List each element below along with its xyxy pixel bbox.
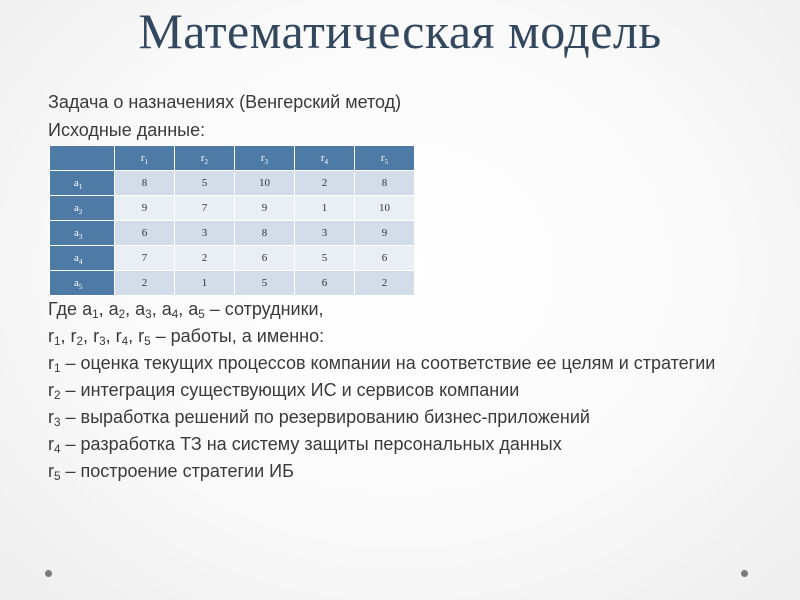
work-definition-r5: $r_5$ – построение стратегии ИБ: [48, 461, 294, 483]
table-row: [50, 221, 415, 246]
work-definition-r3: $r_3$ – выработка решений по резервированию бизнес-приложений: [48, 407, 590, 429]
row-header: $a_1$: [50, 171, 115, 196]
table-cell: 5: [175, 171, 235, 196]
table-cell: 2: [295, 171, 355, 196]
table-cell: 9: [235, 196, 295, 221]
table-row: [50, 171, 415, 196]
column-header: $r_3$: [235, 146, 295, 171]
row-header: $a_4$: [50, 246, 115, 271]
table-row: [50, 196, 415, 221]
work-definition-r1: $r_1$ – оценка текущих процессов компании на соответствие ее целям и стратегии: [48, 353, 716, 375]
column-header: $r_2$: [175, 146, 235, 171]
table-cell: 1: [175, 271, 235, 296]
table-cell: 7: [115, 246, 175, 271]
slide-title: Математическая модель: [138, 3, 662, 59]
table-cell: 8: [355, 171, 415, 196]
table-cell: 6: [115, 221, 175, 246]
table-cell: 2: [175, 246, 235, 271]
table-cell: 8: [115, 171, 175, 196]
work-definition-r4: $r_4$ – разработка ТЗ на систему защиты персональных данных: [48, 434, 562, 456]
table-cell: 7: [175, 196, 235, 221]
employees-line: Где $a_1$, $a_2$, $a_3$, $a_4$, $a_5$ – сотрудники,: [48, 299, 324, 321]
table-cell: 10: [235, 171, 295, 196]
table-cell: 2: [355, 271, 415, 296]
table-cell: 9: [115, 196, 175, 221]
table-corner-cell: [50, 146, 115, 171]
decorative-dot-right: [741, 570, 748, 577]
work-definition-r2: $r_2$ – интеграция существующих ИС и сервисов компании: [48, 380, 520, 402]
decorative-dot-left: [45, 570, 52, 577]
table-row: [50, 271, 415, 296]
row-header: $a_3$: [50, 221, 115, 246]
table-cell: 6: [235, 246, 295, 271]
table-row: [50, 246, 415, 271]
row-header: $a_2$: [50, 196, 115, 221]
table-cell: 9: [355, 221, 415, 246]
table-header-row: [50, 146, 415, 171]
table-cell: 6: [295, 271, 355, 296]
table-cell: 8: [235, 221, 295, 246]
source-data-label: Исходные данные:: [48, 120, 206, 140]
table-cell: 1: [295, 196, 355, 221]
column-header: $r_5$: [355, 146, 415, 171]
table-cell: 10: [355, 196, 415, 221]
column-header: $r_1$: [115, 146, 175, 171]
table-cell: 3: [295, 221, 355, 246]
table-cell: 6: [355, 246, 415, 271]
description-block: [48, 298, 768, 487]
row-header: $a_5$: [50, 271, 115, 296]
table-cell: 5: [235, 271, 295, 296]
cost-matrix-table: [49, 145, 415, 296]
column-header: $r_4$: [295, 146, 355, 171]
works-line: $r_1$, $r_2$, $r_3$, $r_4$, $r_5$ – работы, а именно:: [48, 326, 325, 348]
table-cell: 3: [175, 221, 235, 246]
table-cell: 2: [115, 271, 175, 296]
slide-subtitle: Задача о назначениях (Венгерский метод): [48, 92, 402, 112]
table-cell: 5: [295, 246, 355, 271]
